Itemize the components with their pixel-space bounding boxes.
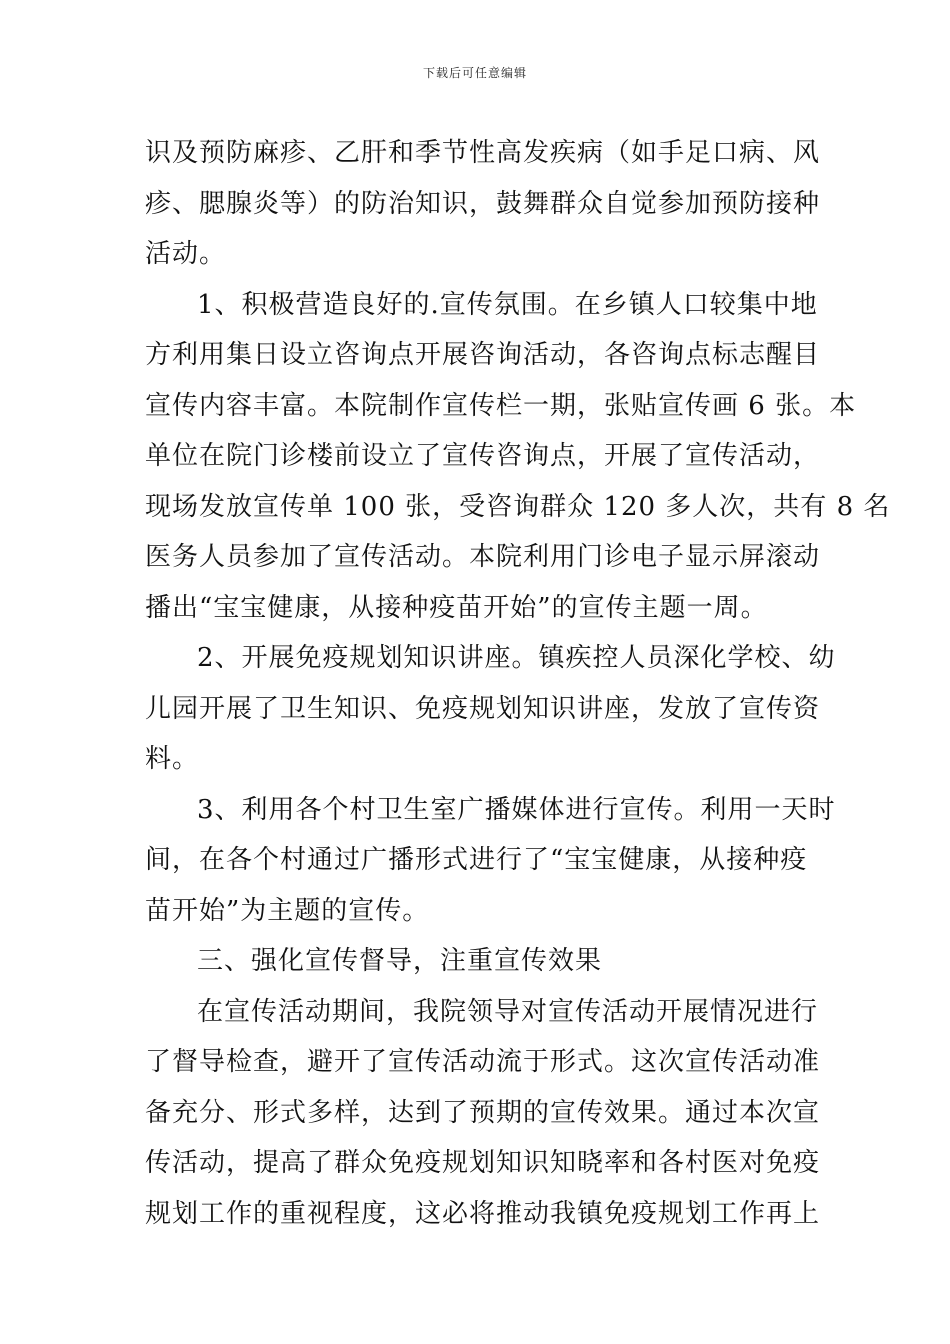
text-line: 苗开始”为主题的宣传。 (145, 895, 430, 926)
text-line: 宣传内容丰富。本院制作宣传栏一期，张贴宣传画 6 张。本 (145, 390, 857, 421)
text-line: 3、利用各个村卫生室广播媒体进行宣传。利用一天时 (197, 794, 836, 825)
text-line: 在宣传活动期间，我院领导对宣传活动开展情况进行 (197, 996, 819, 1027)
text-line: 规划工作的重视程度，这必将推动我镇免疫规划工作再上 (145, 1198, 821, 1229)
text-line: 备充分、形式多样，达到了预期的宣传效果。通过本次宣 (145, 1097, 821, 1128)
text-line: 方利用集日设立咨询点开展咨询活动，各咨询点标志醒目 (145, 340, 821, 370)
text-line: 医务人员参加了宣传活动。本院利用门诊电子显示屏滚动 (145, 542, 821, 572)
text-line: 传活动，提高了群众免疫规划知识知晓率和各村医对免疫 (145, 1148, 821, 1178)
text-line: 播出“宝宝健康，从接种疫苗开始”的宣传主题一周。 (145, 592, 768, 623)
text-line: 三、强化宣传督导，注重宣传效果 (197, 946, 603, 976)
text-line: 间，在各个村通过广播形式进行了“宝宝健康，从接种疫 (145, 845, 808, 875)
text-line: 活动。 (145, 239, 227, 269)
text-line: 单位在院门诊楼前设立了宣传咨询点，开展了宣传活动， (145, 441, 821, 471)
text-line: 儿园开展了卫生知识、免疫规划知识讲座，发放了宣传资 (145, 693, 821, 724)
text-line: 2、开展免疫规划知识讲座。镇疾控人员深化学校、幼 (197, 643, 836, 673)
text-line: 识及预防麻疹、乙肝和季节性高发疾病（如手足口病、风 (145, 138, 821, 168)
text-line: 现场发放宣传单 100 张，受咨询群众 120 多人次，共有 8 名 (145, 491, 891, 522)
page-header: 下载后可任意编辑 (422, 66, 527, 80)
text-line: 1、积极营造良好的.宣传氛围。在乡镇人口较集中地 (197, 289, 818, 320)
text-line: 了督导检查，避开了宣传活动流于形式。这次宣传活动准 (145, 1047, 821, 1077)
text-line: 疹、腮腺炎等）的防治知识，鼓舞群众自觉参加预防接种 (145, 188, 821, 219)
document-body (145, 128, 891, 1239)
text-line: 料。 (145, 744, 200, 774)
